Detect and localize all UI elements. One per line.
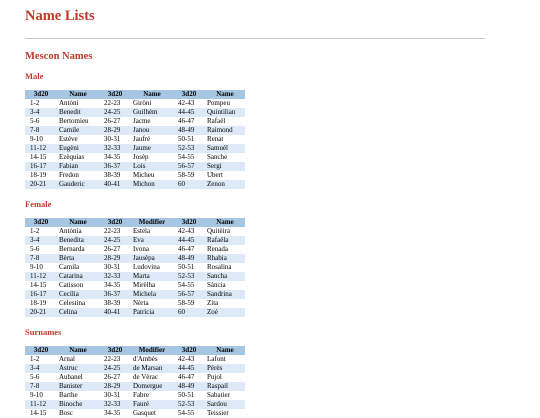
roll-range-cell: 26-27 <box>104 373 121 381</box>
name-cell: Catarina <box>57 272 99 281</box>
roll-range-cell: 44-45 <box>173 108 205 117</box>
name-cell: Celina <box>57 308 99 317</box>
roll-range-cell: 34-35 <box>104 409 121 417</box>
roll-range-cell: 32-33 <box>99 144 131 153</box>
roll-range-cell: 22-23 <box>104 99 121 107</box>
name-cell: Micheu <box>133 171 155 179</box>
name-cell: Sabatier <box>207 391 230 399</box>
table-row <box>25 227 245 236</box>
table-row <box>25 144 245 153</box>
name-cell: Nèrta <box>133 299 149 307</box>
name-cell: Antòni <box>59 99 79 107</box>
roll-range-cell: 11-12 <box>25 144 57 153</box>
table-row <box>25 355 245 364</box>
roll-range-cell: 7-8 <box>25 382 57 391</box>
roll-range-cell: 30-31 <box>104 263 121 271</box>
column-header: 3d20 <box>173 346 205 355</box>
roll-range-cell: 16-17 <box>25 290 57 299</box>
column-header: Modifier <box>131 346 173 355</box>
roll-range-cell: 60 <box>173 308 205 317</box>
name-cell: Raspail <box>205 382 245 391</box>
roll-range-cell: 24-25 <box>99 236 131 245</box>
name-cell: Estève <box>59 135 78 143</box>
roll-range-cell: 30-31 <box>104 135 121 143</box>
table-header-row <box>25 218 245 227</box>
name-cell: Samuèl <box>205 144 245 153</box>
roll-range-cell: 58-59 <box>178 171 195 179</box>
name-cell: Teissier <box>207 409 229 417</box>
table-row <box>25 236 245 245</box>
name-cell: Binoche <box>57 400 99 409</box>
name-cell: Eva <box>131 236 173 245</box>
roll-range-cell: 28-29 <box>99 254 131 263</box>
name-cell: Josèp <box>133 153 149 161</box>
name-cell: Bernarda <box>59 245 85 253</box>
page-title: Name Lists <box>25 8 95 24</box>
roll-range-cell: 16-17 <box>25 162 57 171</box>
name-cell: Aubanel <box>59 373 83 381</box>
table-title-surnames: Surnames <box>25 327 62 337</box>
table-row <box>25 272 245 281</box>
roll-range-cell: 44-45 <box>173 364 205 373</box>
roll-range-cell: 46-47 <box>178 373 195 381</box>
roll-range-cell: 18-19 <box>30 299 47 307</box>
roll-range-cell: 38-39 <box>104 299 121 307</box>
name-cell: de Marsan <box>131 364 173 373</box>
name-cell: Bertomieu <box>59 117 89 125</box>
roll-range-cell: 34-35 <box>104 281 121 289</box>
column-header: Name <box>205 90 245 99</box>
name-cell: Barthe <box>59 391 78 399</box>
table-row <box>25 108 245 117</box>
table-row <box>25 135 245 144</box>
column-header: 3d20 <box>173 218 205 227</box>
roll-range-cell: 22-23 <box>104 355 121 363</box>
name-cell: Rafaëla <box>205 236 245 245</box>
roll-range-cell: 60 <box>173 180 205 189</box>
name-cell: Raimond <box>205 126 245 135</box>
roll-range-cell: 14-15 <box>30 153 47 161</box>
roll-range-cell: 9-10 <box>30 263 43 271</box>
roll-range-cell: 42-43 <box>178 99 195 107</box>
column-header: 3d20 <box>99 346 131 355</box>
column-header: Name <box>57 90 99 99</box>
table-row <box>25 299 245 308</box>
column-header: Name <box>131 90 173 99</box>
name-cell: Sància <box>207 281 226 289</box>
roll-range-cell: 36-37 <box>99 162 131 171</box>
name-cell: Giròni <box>133 99 152 107</box>
female-names-table <box>25 218 245 317</box>
roll-range-cell: 46-47 <box>178 245 195 253</box>
name-cell: Domergue <box>131 382 173 391</box>
column-header: Modifier <box>131 218 173 227</box>
name-cell: Quintilian <box>205 108 245 117</box>
name-cell: Fredon <box>59 171 79 179</box>
roll-range-cell: 42-43 <box>178 355 195 363</box>
name-cell: Bosc <box>59 409 73 417</box>
name-tables <box>25 70 540 418</box>
roll-range-cell: 48-49 <box>173 382 205 391</box>
name-cell: Arnal <box>59 355 75 363</box>
name-cell: de Vèrac <box>133 373 158 381</box>
table-header-row <box>25 346 245 355</box>
name-cell: Ludovina <box>133 263 160 271</box>
table-row <box>25 254 245 263</box>
name-cell: Patrícia <box>131 308 173 317</box>
name-cell: Zita <box>207 299 219 307</box>
roll-range-cell: 38-39 <box>104 171 121 179</box>
name-cell: Benedit <box>57 108 99 117</box>
name-cell: Zenon <box>205 180 245 189</box>
roll-range-cell: 52-53 <box>173 272 205 281</box>
table-row <box>25 117 245 126</box>
table-row <box>25 281 245 290</box>
table-title-male: Male <box>25 71 44 81</box>
roll-range-cell: 11-12 <box>25 272 57 281</box>
roll-range-cell: 32-33 <box>99 272 131 281</box>
roll-range-cell: 5-6 <box>30 373 40 381</box>
name-cell: Jaume <box>131 144 173 153</box>
roll-range-cell: 24-25 <box>99 364 131 373</box>
name-cell: Sergi <box>205 162 245 171</box>
roll-range-cell: 3-4 <box>25 108 57 117</box>
roll-range-cell: 11-12 <box>25 400 57 409</box>
name-cell: Fabian <box>57 162 99 171</box>
name-cell: Pompeu <box>207 99 230 107</box>
name-cell: Astruc <box>57 364 99 373</box>
roll-range-cell: 44-45 <box>173 236 205 245</box>
table-row <box>25 382 245 391</box>
name-cell: Pujol <box>207 373 222 381</box>
name-cell: Janou <box>131 126 173 135</box>
column-header: Name <box>57 346 99 355</box>
name-cell: Celestina <box>59 299 86 307</box>
roll-range-cell: 28-29 <box>99 126 131 135</box>
column-header: 3d20 <box>99 218 131 227</box>
table-row <box>25 171 245 180</box>
name-cell: Loís <box>131 162 173 171</box>
table-row <box>25 245 245 254</box>
column-header: 3d20 <box>25 218 57 227</box>
name-cell: Pérès <box>205 364 245 373</box>
name-cell: Jaufré <box>133 135 151 143</box>
table-row <box>25 162 245 171</box>
name-cell: Benedita <box>57 236 99 245</box>
name-cell: Michon <box>131 180 173 189</box>
roll-range-cell: 1-2 <box>30 227 40 235</box>
column-header: Name <box>57 218 99 227</box>
male-names-table <box>25 90 245 189</box>
table-row <box>25 391 245 400</box>
section-title: Mescon Names <box>25 51 93 62</box>
roll-range-cell: 52-53 <box>173 144 205 153</box>
table-row <box>25 180 245 189</box>
column-header: 3d20 <box>25 346 57 355</box>
roll-range-cell: 58-59 <box>178 299 195 307</box>
name-cell: Gauderic <box>57 180 99 189</box>
roll-range-cell: 1-2 <box>30 355 40 363</box>
roll-range-cell: 40-41 <box>99 308 131 317</box>
table-row <box>25 290 245 299</box>
roll-range-cell: 50-51 <box>178 263 195 271</box>
column-header: 3d20 <box>173 90 205 99</box>
table-row <box>25 153 245 162</box>
name-cell: Zoé <box>205 308 245 317</box>
roll-range-cell: 14-15 <box>30 281 47 289</box>
name-cell: Catisson <box>59 281 84 289</box>
name-cell: Renat <box>207 135 224 143</box>
roll-range-cell: 9-10 <box>30 135 43 143</box>
name-cell: Jausèpa <box>131 254 173 263</box>
roll-range-cell: 1-2 <box>30 99 40 107</box>
roll-range-cell: 7-8 <box>25 254 57 263</box>
name-cell: Camila <box>59 263 80 271</box>
roll-range-cell: 20-21 <box>25 308 57 317</box>
roll-range-cell: 54-55 <box>178 281 195 289</box>
name-cell: Fauré <box>131 400 173 409</box>
roll-range-cell: 46-47 <box>178 117 195 125</box>
roll-range-cell: 26-27 <box>104 245 121 253</box>
name-cell: Sardou <box>205 400 245 409</box>
roll-range-cell: 5-6 <box>30 117 40 125</box>
roll-range-cell: 34-35 <box>104 153 121 161</box>
name-cell: Antònia <box>59 227 82 235</box>
table-title-female: Female <box>25 199 52 209</box>
roll-range-cell: 24-25 <box>99 108 131 117</box>
roll-range-cell: 48-49 <box>173 126 205 135</box>
roll-range-cell: 14-15 <box>30 409 47 417</box>
table-row <box>25 373 245 382</box>
name-cell: Rhabia <box>205 254 245 263</box>
roll-range-cell: 56-57 <box>173 162 205 171</box>
roll-range-cell: 7-8 <box>25 126 57 135</box>
surnames-names-table <box>25 346 245 418</box>
name-cell: Sanche <box>207 153 228 161</box>
name-cell: Jacme <box>133 117 151 125</box>
roll-range-cell: 32-33 <box>99 400 131 409</box>
roll-range-cell: 40-41 <box>99 180 131 189</box>
name-cell: Ubert <box>207 171 223 179</box>
name-cell: Guilhèm <box>131 108 173 117</box>
name-cell: Eugèni <box>57 144 99 153</box>
name-cell: Fabre <box>133 391 149 399</box>
name-cell: d'Ambès <box>133 355 158 363</box>
table-row <box>25 99 245 108</box>
roll-range-cell: 18-19 <box>30 171 47 179</box>
name-cell: Quitèira <box>207 227 230 235</box>
table-row <box>25 263 245 272</box>
name-cell: Lafont <box>207 355 226 363</box>
roll-range-cell: 9-10 <box>30 391 43 399</box>
name-cell: Mirèlha <box>133 281 156 289</box>
roll-range-cell: 50-51 <box>178 135 195 143</box>
roll-range-cell: 52-53 <box>173 400 205 409</box>
roll-range-cell: 42-43 <box>178 227 195 235</box>
column-header: Name <box>205 346 245 355</box>
table-header-row <box>25 90 245 99</box>
name-cell: Ezèquias <box>59 153 85 161</box>
table-row <box>25 409 245 418</box>
name-cell: Banister <box>57 382 99 391</box>
roll-range-cell: 26-27 <box>104 117 121 125</box>
table-row <box>25 364 245 373</box>
roll-range-cell: 3-4 <box>25 364 57 373</box>
roll-range-cell: 3-4 <box>25 236 57 245</box>
roll-range-cell: 48-49 <box>173 254 205 263</box>
name-cell: Marta <box>131 272 173 281</box>
column-header: Name <box>205 218 245 227</box>
name-cell: Renada <box>207 245 228 253</box>
roll-range-cell: 54-55 <box>178 409 195 417</box>
name-cell: Sandrina <box>205 290 245 299</box>
roll-range-cell: 28-29 <box>99 382 131 391</box>
roll-range-cell: 20-21 <box>25 180 57 189</box>
roll-range-cell: 50-51 <box>178 391 195 399</box>
name-cell: Estela <box>133 227 151 235</box>
table-row <box>25 126 245 135</box>
roll-range-cell: 5-6 <box>30 245 40 253</box>
name-cell: Michela <box>131 290 173 299</box>
name-cell: Bèrta <box>57 254 99 263</box>
column-header: 3d20 <box>25 90 57 99</box>
name-cell: Cecília <box>57 290 99 299</box>
name-cell: Rafaël <box>207 117 226 125</box>
name-cell: Ivona <box>133 245 149 253</box>
name-cell: Gasquet <box>133 409 156 417</box>
name-cell: Camile <box>57 126 99 135</box>
roll-range-cell: 36-37 <box>99 290 131 299</box>
name-cell: Rosalina <box>207 263 232 271</box>
column-header: 3d20 <box>99 90 131 99</box>
name-cell: Sancha <box>205 272 245 281</box>
roll-range-cell: 54-55 <box>178 153 195 161</box>
table-row <box>25 308 245 317</box>
horizontal-rule <box>25 38 485 39</box>
roll-range-cell: 30-31 <box>104 391 121 399</box>
roll-range-cell: 56-57 <box>173 290 205 299</box>
roll-range-cell: 22-23 <box>104 227 121 235</box>
